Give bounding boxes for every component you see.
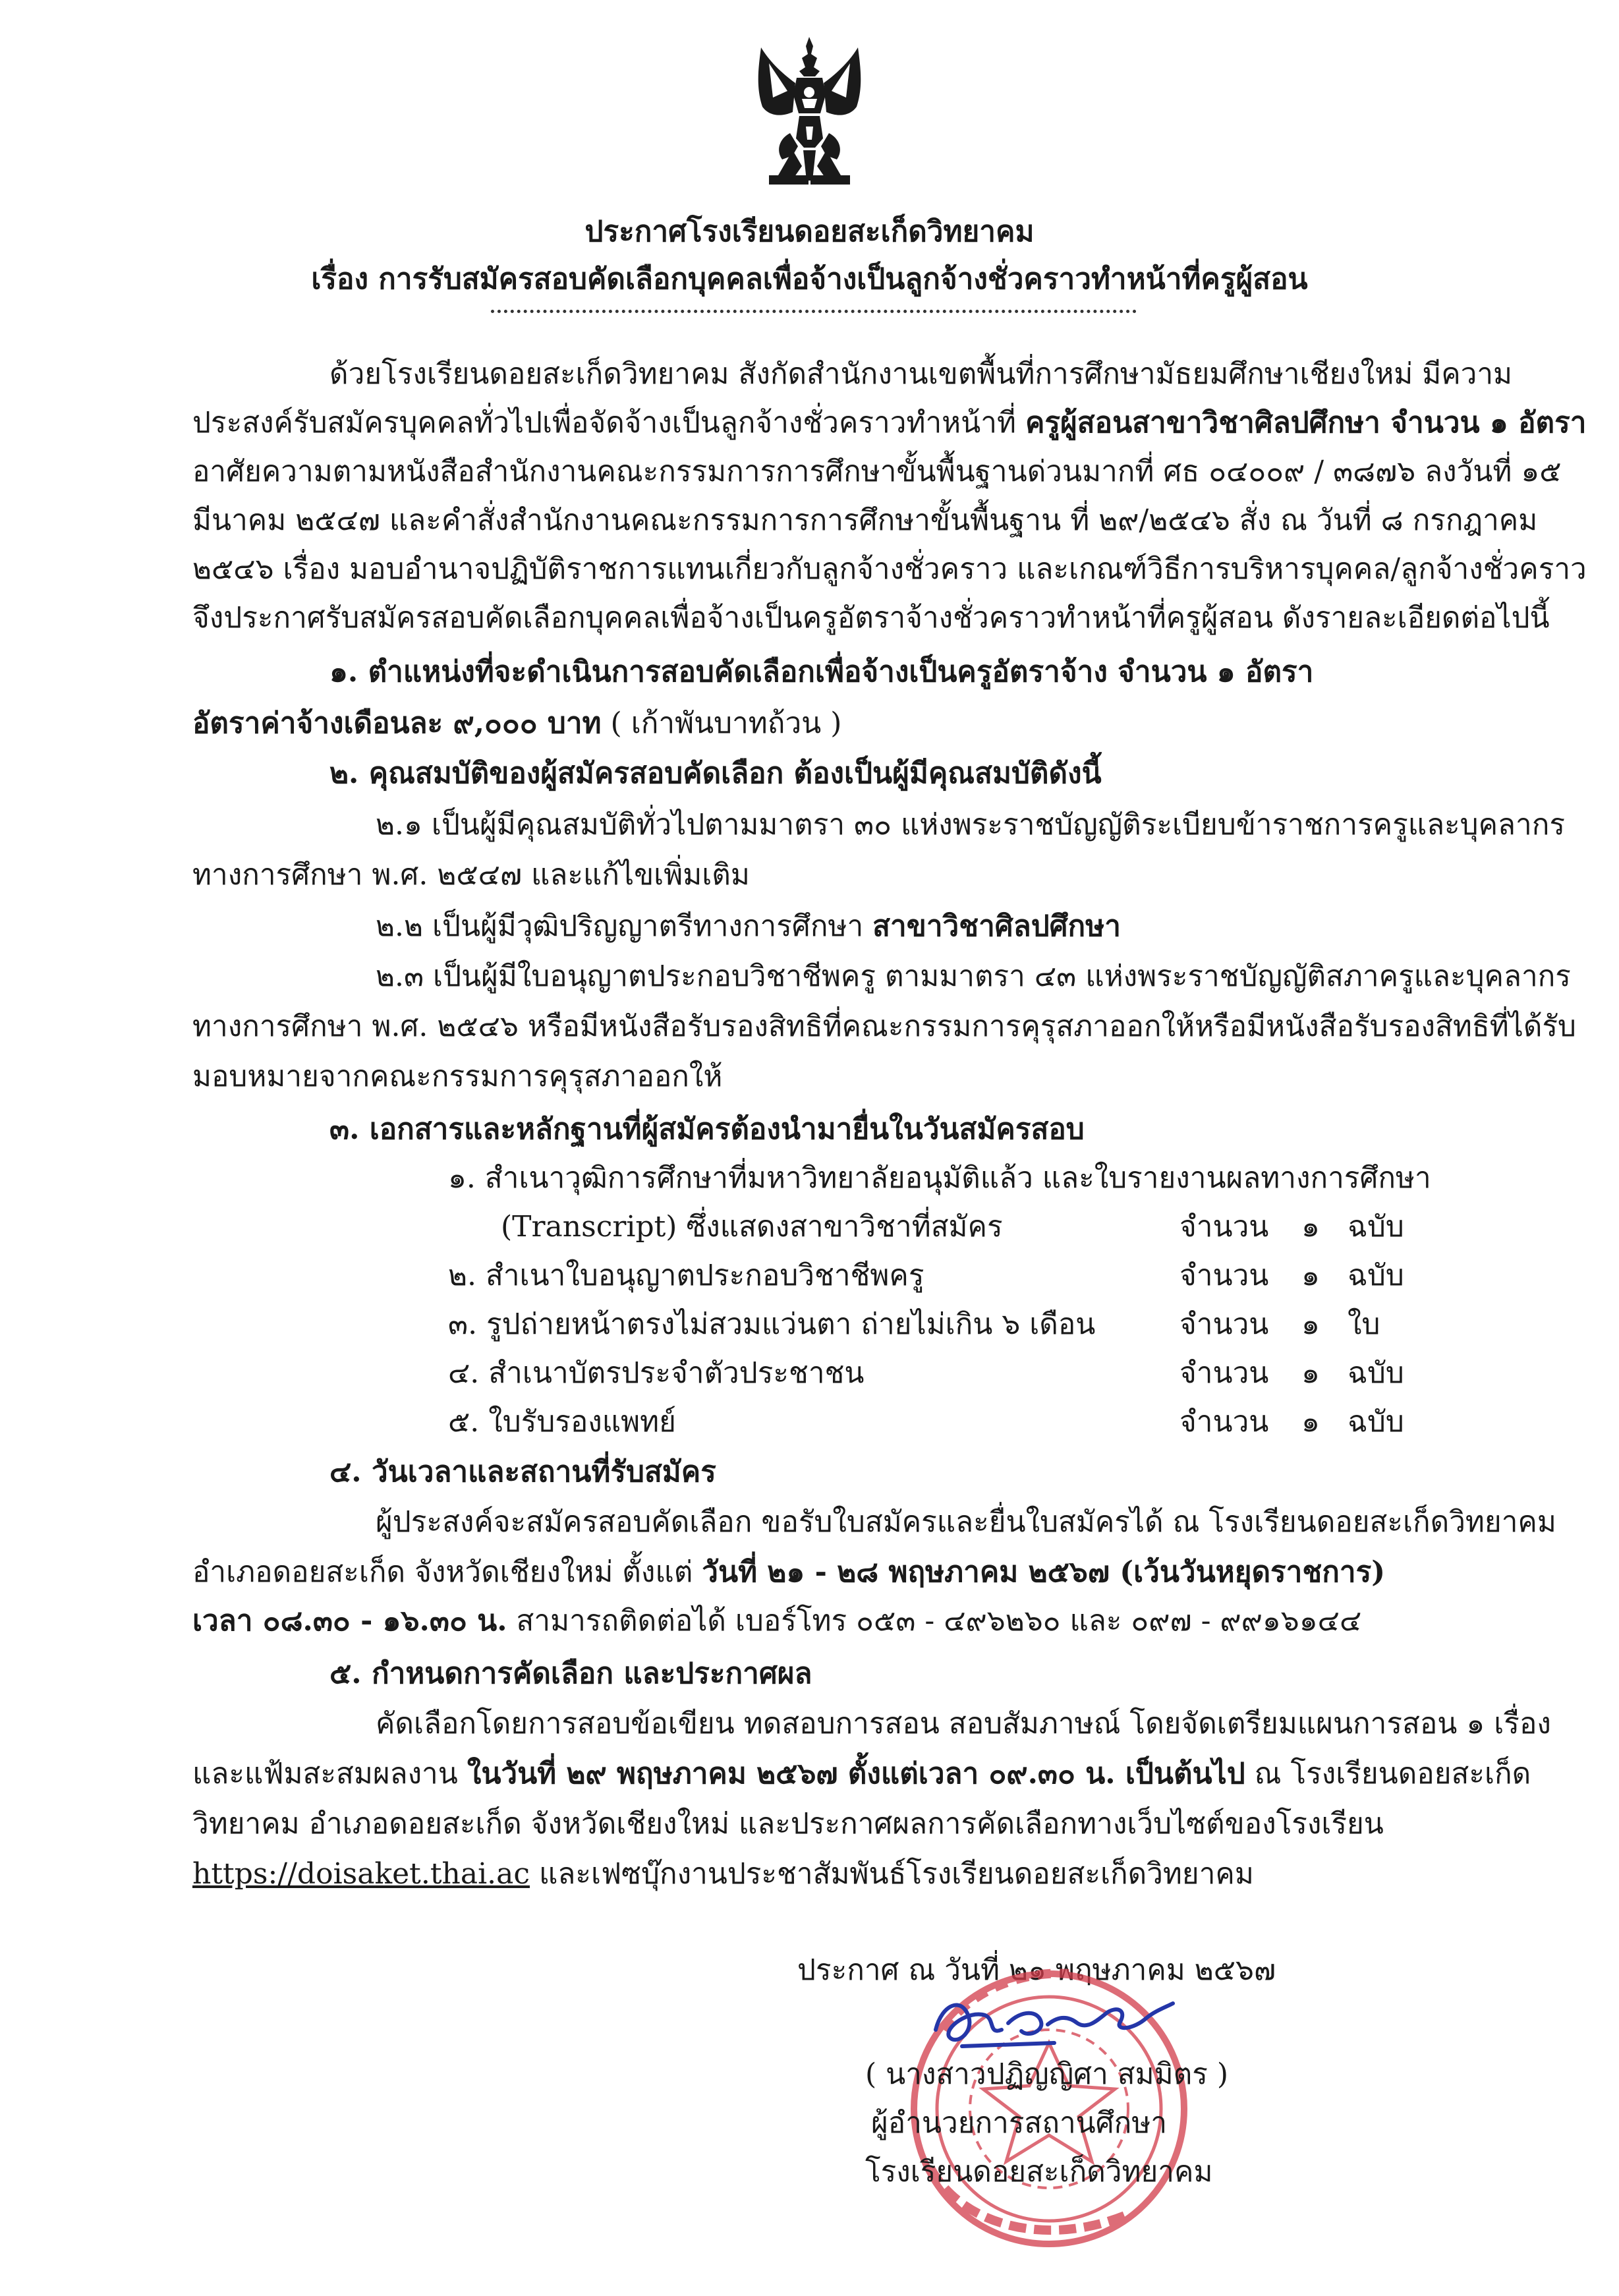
section-2-heading: ๒. คุณสมบัติของผู้สมัครสอบคัดเลือก ต้องเป็นผู้มีคุณสมบัติดังนี้ — [329, 757, 1102, 790]
doc-qty-unit: ฉบับ — [1348, 1356, 1404, 1390]
qualification-2-2 — [376, 907, 1121, 946]
doc-item-5: ๕. ใบรับรองแพทย์ — [448, 1405, 676, 1439]
signatory-organization: โรงเรียนดอยสะเก็ดวิทยาคม — [865, 2155, 1213, 2189]
selection-line-3: วิทยาคม อำเภอดอยสะเก็ด จังหวัดเชียงใหม่ และประกาศผลการคัดเลือกทางเว็บไซต์ของโรงเรียน — [192, 1807, 1384, 1841]
application-line-3 — [192, 1601, 1361, 1641]
qualification-2-2-text: ๒.๒ เป็นผู้มีวุฒิปริญญาตรีทางการศึกษา — [376, 909, 873, 943]
application-line-1: ผู้ประสงค์จะสมัครสอบคัดเลือก ขอรับใบสมัครและยื่นใบสมัครได้ ณ โรงเรียนดอยสะเก็ดวิทยาคม — [376, 1505, 1556, 1539]
signatory-name: ( นางสาวปฏิญญิศา สมมิตร ) — [865, 2057, 1228, 2091]
announcement-date: ประกาศ ณ วันที่ ๒๑ พฤษภาคม ๒๕๖๗ — [797, 1953, 1276, 1987]
doc-item-1: ๑. สำเนาวุฒิการศึกษาที่มหาวิทยาลัยอนุมัติแล้ว และใบรายงานผลทางการศึกษา — [448, 1161, 1431, 1195]
qualification-2-3-cont-1: ทางการศึกษา พ.ศ. ๒๕๔๖ หรือมีหนังสือรับรองสิทธิที่คณะกรรมการคุรุสภาออกให้หรือมีหนังสือรับรองสิทธิที่ได้รับ — [192, 1010, 1576, 1043]
salary-rate-bold: อัตราค่าจ้างเดือนละ ๙,๐๐๐ บาท — [192, 706, 602, 740]
qualification-2-1-cont: ทางการศึกษา พ.ศ. ๒๕๔๗ และแก้ไขเพิ่มเติม — [192, 858, 750, 892]
doc-item-4: ๔. สำเนาบัตรประจำตัวประชาชน — [448, 1356, 865, 1390]
intro-line-1: ด้วยโรงเรียนดอยสะเก็ดวิทยาคม สังกัดสำนักงานเขตพื้นที่การศึกษามัธยมศึกษาเชียงใหม่ มีความ — [329, 357, 1513, 391]
signatory-position: ผู้อำนวยการสถานศึกษา — [871, 2106, 1168, 2140]
doc-item-2: ๒. สำเนาใบอนุญาตประกอบวิชาชีพครู — [448, 1259, 924, 1292]
intro-line-5: ๒๕๔๖ เรื่อง มอบอำนาจปฏิบัติราชการแทนเกี่ยวกับลูกจ้างชั่วคราว และเกณฑ์วิธีการบริหารบุคคล/ลูกจ้างชั่วคราว — [192, 552, 1587, 586]
salary-rate — [192, 704, 841, 743]
selection-line-1: คัดเลือกโดยการสอบข้อเขียน ทดสอบการสอน สอบสัมภาษณ์ โดยจัดเตรียมแผนการสอน ๑ เรื่อง — [376, 1707, 1551, 1740]
selection-date: ในวันที่ ๒๙ พฤษภาคม ๒๕๖๗ ตั้งแต่เวลา ๐๙.๓๐ น. เป็นต้นไป — [467, 1757, 1245, 1791]
section-4-heading: ๔. วันเวลาและสถานที่รับสมัคร — [329, 1455, 716, 1489]
announcement-title: ประกาศโรงเรียนดอยสะเก็ดวิทยาคม — [584, 215, 1035, 248]
garuda-emblem-icon — [749, 34, 870, 194]
intro-line-4: มีนาคม ๒๕๔๗ และคำสั่งสำนักงานคณะกรรมการการศึกษาขั้นพื้นฐาน ที่ ๒๙/๒๕๔๖ สั่ง ณ วันที่ ๘ กรกฎาคม — [192, 503, 1538, 537]
doc-qty-label: จำนวน — [1179, 1259, 1269, 1292]
selection-line-4 — [192, 1854, 1254, 1894]
handwritten-signature-icon — [923, 1984, 1186, 2056]
school-website-link[interactable]: https://doisaket.thai.ac — [192, 1857, 530, 1891]
announcement-subject: เรื่อง การรับสมัครสอบคัดเลือกบุคคลเพื่อจ้างเป็นลูกจ้างชั่วคราวทำหน้าที่ครูผู้สอน — [311, 262, 1308, 296]
doc-qty-unit: ฉบับ — [1348, 1210, 1404, 1244]
qualification-2-3: ๒.๓ เป็นผู้มีใบอนุญาตประกอบวิชาชีพครู ตามมาตรา ๔๓ แห่งพระราชบัญญัติสภาครูและบุคลากร — [376, 960, 1571, 993]
intro-line-6: จึงประกาศรับสมัครสอบคัดเลือกบุคคลเพื่อจ้างเป็นครูอัตราจ้างชั่วคราวทำหน้าที่ครูผู้สอน ดังรายละเอียดต่อไปนี้ — [192, 601, 1550, 635]
position-highlight: ครูผู้สอนสาขาวิชาศิลปศึกษา จำนวน ๑ อัตรา — [1025, 406, 1587, 440]
doc-qty-number: ๑ — [1301, 1356, 1320, 1390]
intro-line-2-text: ประสงค์รับสมัครบุคคลทั่วไปเพื่อจัดจ้างเป็นลูกจ้างชั่วคราวทำหน้าที่ — [192, 406, 1025, 440]
intro-line-2 — [192, 403, 1586, 443]
selection-line-2 — [192, 1754, 1531, 1794]
section-3-heading: ๓. เอกสารและหลักฐานที่ผู้สมัครต้องนำมายื่นในวันสมัครสอบ — [329, 1112, 1085, 1146]
salary-rate-words: ( เก้าพันบาทถ้วน ) — [601, 706, 842, 740]
section-5-heading: ๕. กำหนดการคัดเลือก และประกาศผล — [329, 1657, 812, 1690]
intro-line-3: อาศัยความตามหนังสือสำนักงานคณะกรรมการการศึกษาขั้นพื้นฐานด่วนมากที่ ศธ ๐๔๐๐๙ / ๓๘๗๖ ลงวันที่ ๑๕ — [192, 455, 1562, 488]
doc-qty-label: จำนวน — [1179, 1210, 1269, 1244]
application-line-2 — [192, 1553, 1385, 1592]
doc-qty-unit: ใบ — [1348, 1307, 1380, 1341]
doc-qty-number: ๑ — [1301, 1307, 1320, 1341]
section-1-heading: ๑. ตำแหน่งที่จะดำเนินการสอบคัดเลือกเพื่อจ้างเป็นครูอัตราจ้าง จำนวน ๑ อัตรา — [329, 655, 1314, 689]
application-dates: วันที่ ๒๑ - ๒๘ พฤษภาคม ๒๕๖๗ (เว้นวันหยุดราชการ) — [702, 1555, 1386, 1589]
selection-place: ณ โรงเรียนดอยสะเก็ด — [1245, 1757, 1531, 1791]
facebook-note: และเฟซบุ๊กงานประชาสัมพันธ์โรงเรียนดอยสะเก็ดวิทยาคม — [530, 1857, 1254, 1891]
doc-item-3: ๓. รูปถ่ายหน้าตรงไม่สวมแว่นตา ถ่ายไม่เกิน ๖ เดือน — [448, 1307, 1096, 1341]
doc-qty-label: จำนวน — [1179, 1405, 1269, 1439]
application-hours: เวลา ๐๘.๓๐ - ๑๖.๓๐ น. — [192, 1604, 507, 1638]
doc-item-1-cont: (Transcript) ซึ่งแสดงสาขาวิชาที่สมัคร — [501, 1210, 1003, 1244]
doc-qty-number: ๑ — [1301, 1405, 1320, 1439]
qualification-2-2-major: สาขาวิชาศิลปศึกษา — [872, 909, 1121, 943]
doc-qty-number: ๑ — [1301, 1259, 1320, 1292]
application-line-2-text: อำเภอดอยสะเก็ด จังหวัดเชียงใหม่ ตั้งแต่ — [192, 1555, 702, 1589]
doc-qty-label: จำนวน — [1179, 1307, 1269, 1341]
doc-qty-label: จำนวน — [1179, 1356, 1269, 1390]
doc-qty-unit: ฉบับ — [1348, 1405, 1404, 1439]
selection-line-2-text: และแฟ้มสะสมผลงาน — [192, 1757, 467, 1791]
qualification-2-1: ๒.๑ เป็นผู้มีคุณสมบัติทั่วไปตามมาตรา ๓๐ แห่งพระราชบัญญัติระเบียบข้าราชการครูและบุคลากร — [376, 808, 1565, 842]
qualification-2-3-cont-2: มอบหมายจากคณะกรรมการคุรุสภาออกให้ — [192, 1060, 723, 1093]
doc-qty-number: ๑ — [1301, 1210, 1320, 1244]
doc-qty-unit: ฉบับ — [1348, 1259, 1404, 1292]
dotted-divider — [491, 304, 1137, 313]
contact-phones: สามารถติดต่อได้ เบอร์โทร ๐๕๓ - ๔๙๖๒๖๐ และ ๐๙๗ - ๙๙๑๖๑๔๔ — [507, 1604, 1362, 1638]
